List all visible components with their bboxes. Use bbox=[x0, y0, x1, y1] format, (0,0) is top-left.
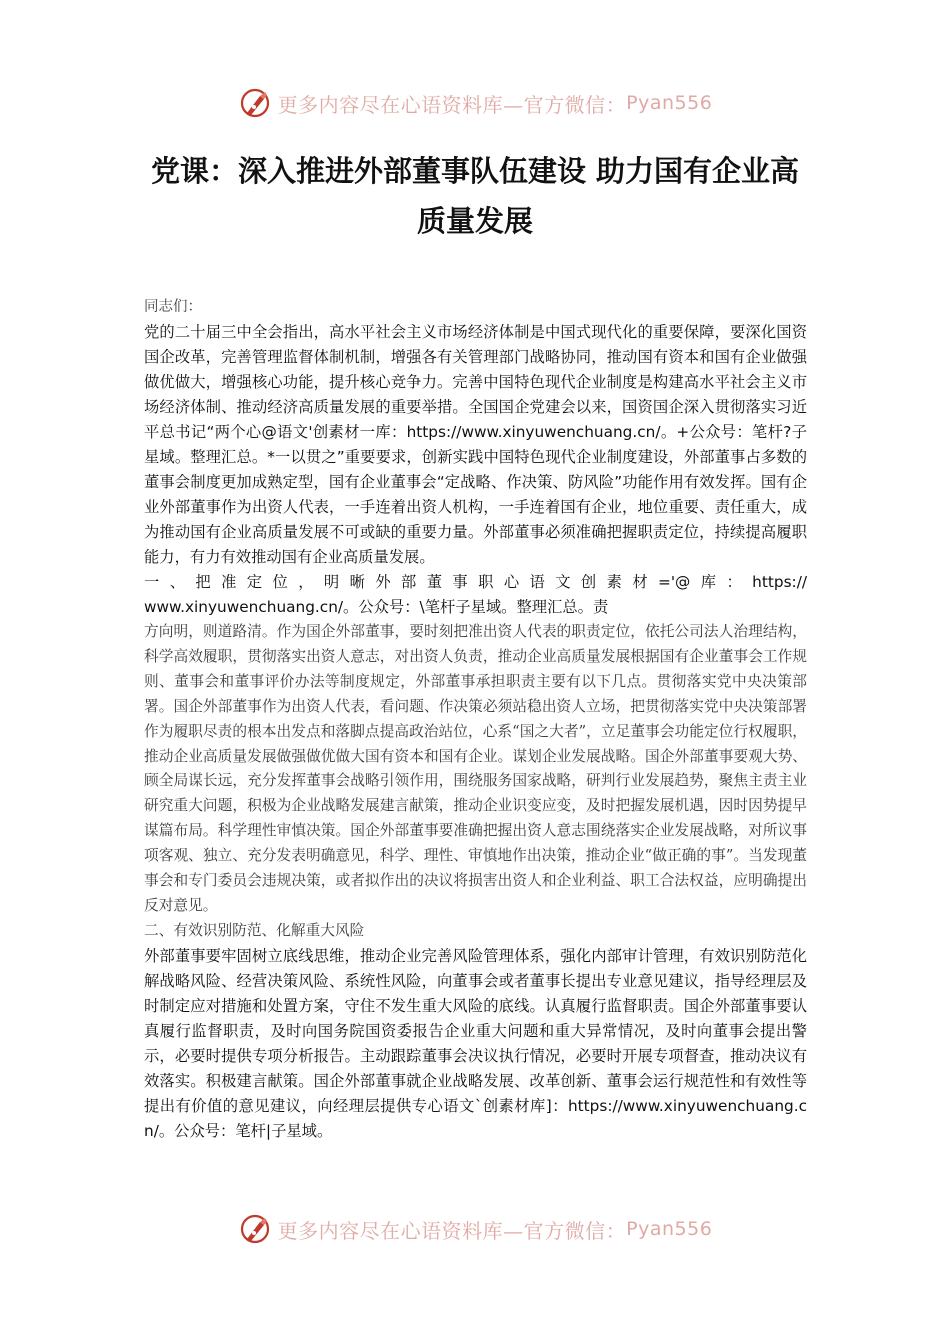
title-line-1: 党课：深入推进外部董事队伍建设 助力国有企业高 bbox=[150, 154, 800, 188]
document-body bbox=[144, 295, 807, 1144]
pen-nib-logo-icon bbox=[238, 1212, 272, 1246]
watermark-banner-top bbox=[0, 83, 950, 123]
section-2-heading: 二、有效识别防范、化解重大风险 bbox=[144, 921, 365, 939]
section-1-body: 方向明，则道路清。作为国企外部董事，要时刻把准出资人代表的职责定位，依托公司法人治理结构，科学高效履职，贯彻落实出资人意志，对出资人负责，推动企业高质量发展根据国有企业董事会工作规则、董事会和董事评价办法等制度规定，外部董事承担职责主要有以下几点。贯彻落实党中央决策部署。国企外部董事作为出资人代表，看问题、作决策必须站稳出资人立场，把贯彻落实党中央决策部署作为履职尽责的根本出发点和落脚点提高政治站位，心系“国之大者”，立足董事会功能定位行权履职，推动企业高质量发展做强做优做大国有资本和国有企业。谋划企业发展战略。国企外部董事要观大势、顾全局谋长远，充分发挥董事会战略引领作用，围绕服务国家战略，研判行业发展趋势，聚焦主责主业研究重大问题，积极为企业战略发展建言献策，推动企业识变应变，及时把握发展机遇，因时因势提早谋篇布局。科学理性审慎决策。国企外部董事要准确把握出资人意志围绕落实企业发展战略，对所议事项客观、独立、充分发表明确意见，科学、理性、审慎地作出决策，推动企业“做正确的事”。当发现董事会和专门委员会违规决策，或者拟作出的决议将损害出资人和企业利益、职工合法权益，应明确提出反对意见。 bbox=[144, 623, 807, 914]
watermark-handle: Pyan556 bbox=[626, 1218, 713, 1240]
greeting: 同志们： bbox=[144, 299, 202, 315]
section-2-body: 外部董事要牢固树立底线思维，推动企业完善风险管理体系，强化内部审计管理，有效识别防范化解战略风险、经营决策风险、系统性风险，向董事会或者董事长提出专业意见建议，指导经理层及时制定应对措施和处置方案，守住不发生重大风险的底线。认真履行监督职责。国企外部董事要认真履行监督职责，及时向国务院国资委报告企业重大问题和重大异常情况，及时向董事会提出警示，必要时提供专项分析报告。主动跟踪董事会决议执行情况，必要时开展专项督查，推动决议有效落实。积极建言献策。国企外部董事就企业战略发展、改革创新、董事会运行规范性和有效性等提出有价值的意见建议，向经理层提供专心语文`创素材库]：https://www.xinyuwenchuang.cn/。公众号：笔杆|子星域。 bbox=[144, 946, 807, 1140]
title-line-2: 质量发展 bbox=[416, 204, 533, 238]
intro-paragraph: 党的二十届三中全会指出，高水平社会主义市场经济体制是中国式现代化的重要保障，要深化国资国企改革，完善管理监督体制机制，增强各有关管理部门战略协同，推动国有资本和国有企业做强做优做大，增强核心功能，提升核心竞争力。完善中国特色现代企业制度是构建高水平社会主义市场经济体制、推动经济高质量发展的重要举措。全国国企党建会以来，国资国企深入贯彻落实习近平总书记“两个心@语文'创素材一库：https://www.xinyuwenchuang.cn/。+公众号：笔杆?子星域。整理汇总。*一以贯之”重要要求，创新实践中国特色现代企业制度建设，外部董事占多数的董事会制度更加成熟定型，国有企业董事会“定战略、作决策、防风险”功能作用有效发挥。国有企业外部董事作为出资人代表，一手连着出资人机构，一手连着国有企业，地位重要、责任重大，成为推动国有企业高质量发展不可或缺的重要力量。外部董事必须准确把握职责定位，持续提高履职能力，有力有效推动国有企业高质量发展。 bbox=[144, 323, 807, 566]
watermark-text: 更多内容尽在心语资料库—官方微信： bbox=[277, 1218, 627, 1243]
section-1-heading-line-1: 一、把准定位，明晰外部董事职心语文创素材='@库：https:// bbox=[144, 573, 807, 591]
watermark-text: 更多内容尽在心语资料库—官方微信： bbox=[277, 92, 627, 117]
pen-nib-logo-icon bbox=[238, 86, 272, 120]
watermark-banner-bottom bbox=[0, 1209, 950, 1249]
watermark-handle: Pyan556 bbox=[626, 92, 713, 114]
section-1-heading-line-2: www.xinyuwenchuang.cn/。公众号：\笔杆子星域。整理汇总。责 bbox=[144, 598, 609, 616]
document-title bbox=[140, 146, 810, 246]
